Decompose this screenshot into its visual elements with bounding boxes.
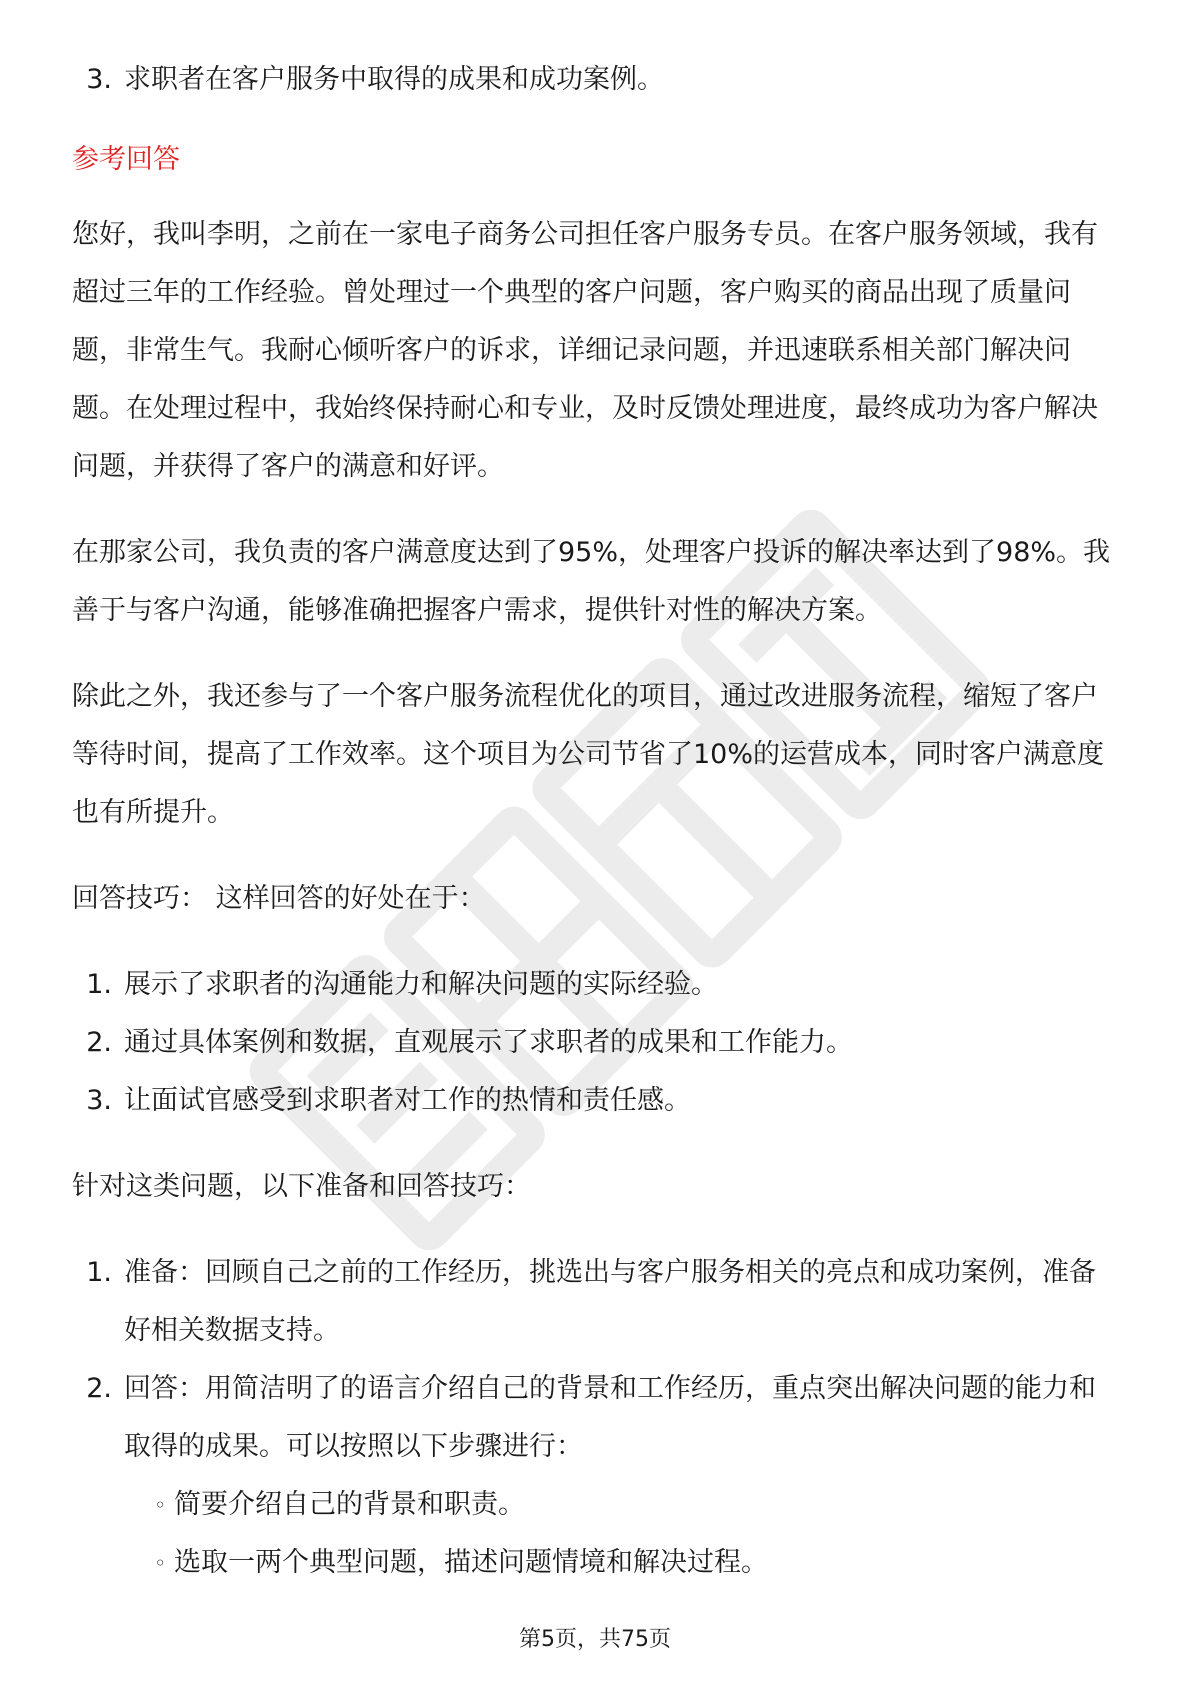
list-item	[72, 956, 1118, 1014]
bullet-icon: ◦	[154, 1551, 166, 1575]
list-item	[72, 1014, 1118, 1072]
list-number: 3.	[86, 1085, 112, 1116]
content-area	[72, 52, 1118, 1592]
list-text: 通过具体案例和数据，直观展示了求职者的成果和工作能力。	[124, 1027, 853, 1058]
list-number: 2.	[86, 1373, 112, 1404]
step-item	[124, 1476, 1118, 1534]
list-text-with-steps	[124, 1360, 1118, 1592]
list-item	[72, 52, 1118, 108]
list-number: 1.	[86, 969, 112, 1000]
answer-paragraph-2: 在那家公司，我负责的客户满意度达到了95%，处理客户投诉的解决率达到了98%。我善于与客户沟通，能够准确把握客户需求，提供针对性的解决方案。	[72, 537, 1111, 626]
list-text: 回答：用简洁明了的语言介绍自己的背景和工作经历，重点突出解决问题的能力和取得的成果。可以按照以下步骤进行：	[124, 1373, 1096, 1462]
list-item	[72, 1244, 1118, 1360]
list-text: 求职者在客户服务中取得的成果和成功案例。	[124, 64, 664, 95]
list-number: 2.	[86, 1027, 112, 1058]
list-number: 3.	[86, 64, 112, 95]
intro-list	[72, 52, 1118, 108]
tips-list	[72, 1244, 1118, 1592]
step-text: 简要介绍自己的背景和职责。	[174, 1489, 525, 1520]
list-number: 1.	[86, 1257, 112, 1288]
step-item	[124, 1534, 1118, 1592]
answer-paragraph-1: 您好，我叫李明，之前在一家电子商务公司担任客户服务专员。在客户服务领域，我有超过三年的工作经验。曾处理过一个典型的客户问题，客户购买的商品出现了质量问题，非常生气。我耐心倾听客户的诉求，详细记录问题，并迅速联系相关部门解决问题。在处理过程中，我始终保持耐心和专业，及时反馈处理进度，最终成功为客户解决问题，并获得了客户的满意和好评。	[72, 219, 1098, 482]
step-text: 选取一两个典型问题，描述问题情境和解决过程。	[174, 1547, 768, 1578]
page-number-footer: 第5页，共75页	[519, 1627, 671, 1652]
answer-paragraph-3: 除此之外，我还参与了一个客户服务流程优化的项目，通过改进服务流程，缩短了客户等待时间，提高了工作效率。这个项目为公司节省了10%的运营成本，同时客户满意度也有所提升。	[72, 681, 1105, 828]
bullet-icon: ◦	[154, 1493, 166, 1517]
list-text: 准备：回顾自己之前的工作经历，挑选出与客户服务相关的亮点和成功案例，准备好相关数据支持。	[124, 1257, 1096, 1346]
benefits-list	[72, 956, 1118, 1130]
tips-intro: 回答技巧： 这样回答的好处在于：	[72, 883, 486, 914]
section-heading: 参考回答	[72, 144, 180, 175]
steps-list	[124, 1476, 1118, 1592]
list-text: 展示了求职者的沟通能力和解决问题的实际经验。	[124, 969, 718, 1000]
list-item	[72, 1360, 1118, 1592]
preparation-intro: 针对这类问题，以下准备和回答技巧：	[72, 1171, 531, 1202]
list-text: 让面试官感受到求职者对工作的热情和责任感。	[124, 1085, 691, 1116]
list-item	[72, 1072, 1118, 1130]
